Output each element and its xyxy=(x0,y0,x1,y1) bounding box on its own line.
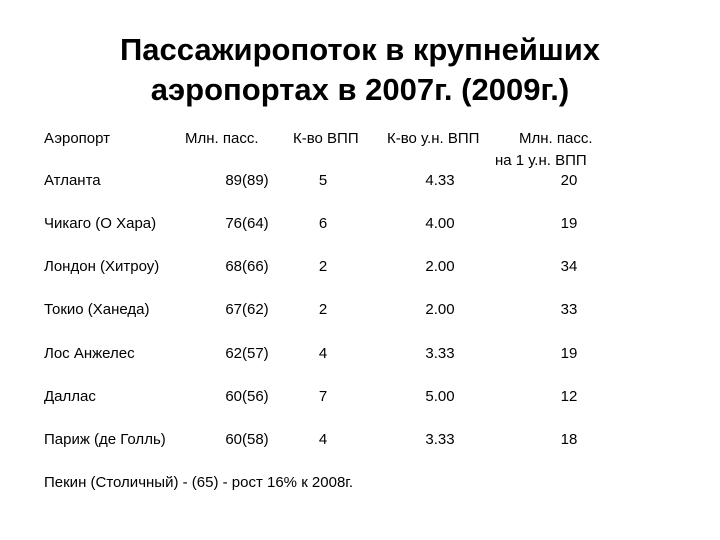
cell-airport: Париж (де Голль) xyxy=(44,431,166,448)
cell-runways: 4 xyxy=(318,431,328,448)
header-per-runway-line1: Млн. пасс. xyxy=(519,130,593,147)
cell-runways: 2 xyxy=(318,301,328,318)
cell-mln-pass: 67(62) xyxy=(225,301,269,318)
cell-airport: Лос Анжелес xyxy=(44,345,135,362)
cell-per-runway: 33 xyxy=(560,301,578,318)
title-line-1: Пассажиропоток в крупнейших xyxy=(119,32,601,67)
cell-mln-pass: 60(56) xyxy=(225,388,269,405)
cell-airport: Лондон (Хитроу) xyxy=(44,258,160,275)
cell-mln-pass: 60(58) xyxy=(225,431,269,448)
cell-airport: Атланта xyxy=(44,172,101,189)
cell-per-runway: 18 xyxy=(560,431,578,448)
cell-per-runway: 34 xyxy=(560,258,578,275)
cell-runways: 5 xyxy=(318,172,328,189)
cell-equiv-runways: 5.00 xyxy=(425,388,455,405)
title-line-2: аэропортах в 2007г. (2009г.) xyxy=(150,72,570,107)
cell-equiv-runways: 2.00 xyxy=(425,258,455,275)
cell-equiv-runways: 4.00 xyxy=(425,215,455,232)
cell-equiv-runways: 3.33 xyxy=(425,345,455,362)
cell-equiv-runways: 2.00 xyxy=(425,301,455,318)
header-mln-pass: Млн. пасс. xyxy=(185,130,259,147)
header-runways: К-во ВПП xyxy=(293,130,359,147)
cell-airport: Токио (Ханеда) xyxy=(44,301,150,318)
cell-runways: 7 xyxy=(318,388,328,405)
cell-per-runway: 19 xyxy=(560,345,578,362)
cell-mln-pass: 62(57) xyxy=(225,345,269,362)
cell-per-runway: 20 xyxy=(560,172,578,189)
cell-runways: 2 xyxy=(318,258,328,275)
cell-runways: 6 xyxy=(318,215,328,232)
header-per-runway-line2: на 1 у.н. ВПП xyxy=(495,152,587,169)
cell-airport: Даллас xyxy=(44,388,96,405)
cell-runways: 4 xyxy=(318,345,328,362)
cell-per-runway: 19 xyxy=(560,215,578,232)
cell-mln-pass: 76(64) xyxy=(225,215,269,232)
header-equiv-runways: К-во у.н. ВПП xyxy=(387,130,480,147)
footer-note: Пекин (Столичный) - (65) - рост 16% к 2008г. xyxy=(44,474,354,491)
cell-per-runway: 12 xyxy=(560,388,578,405)
cell-equiv-runways: 4.33 xyxy=(425,172,455,189)
cell-equiv-runways: 3.33 xyxy=(425,431,455,448)
cell-mln-pass: 68(66) xyxy=(225,258,269,275)
header-airport: Аэропорт xyxy=(44,130,111,147)
cell-airport: Чикаго (О Хара) xyxy=(44,215,157,232)
slide-title xyxy=(0,30,720,110)
cell-mln-pass: 89(89) xyxy=(225,172,269,189)
